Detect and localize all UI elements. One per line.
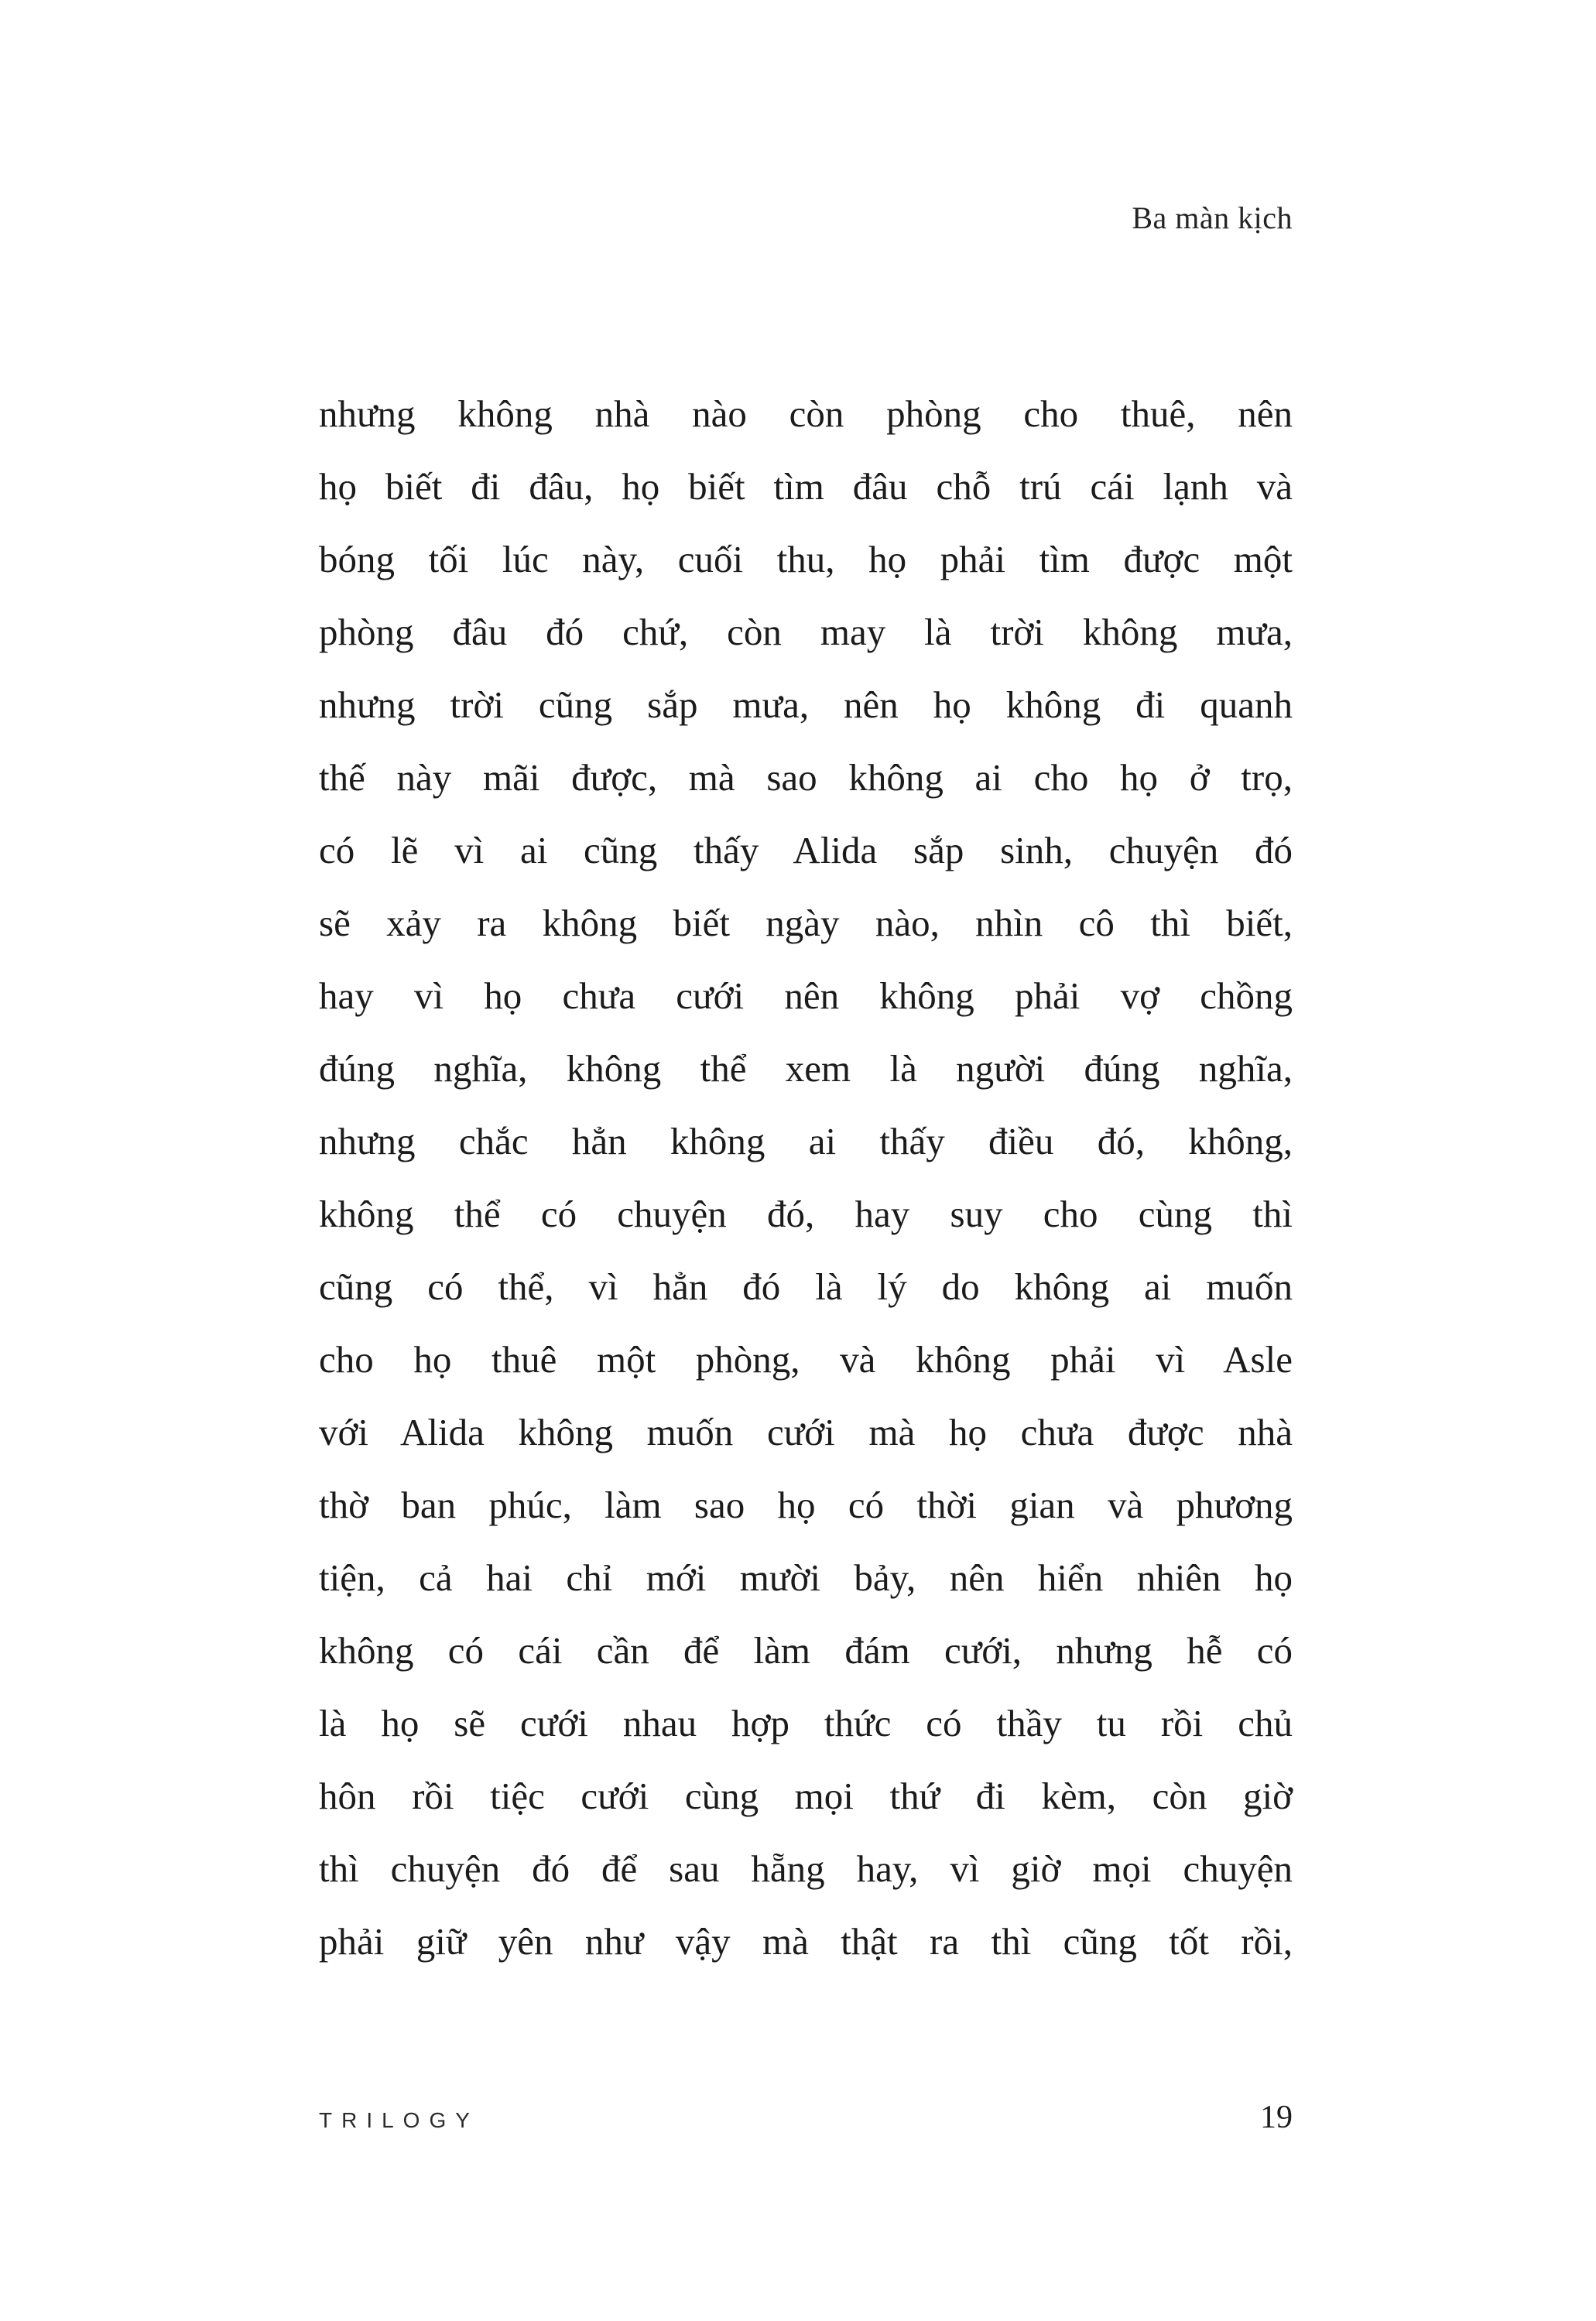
text-line: là họ sẽ cưới nhau hợp thức có thầy tu rồi chủ — [319, 1702, 1293, 1744]
running-head: Ba màn kịch — [1132, 200, 1293, 235]
book-title: TRILOGY — [319, 2108, 479, 2132]
text-line: nhưng chắc hẳn không ai thấy điều đó, không, — [319, 1120, 1293, 1162]
text-line: không có cái cần để làm đám cưới, nhưng hễ có — [319, 1629, 1293, 1672]
text-line: thì chuyện đó để sau hẵng hay, vì giờ mọi chuyện — [319, 1847, 1293, 1890]
text-line: có lẽ vì ai cũng thấy Alida sắp sinh, chuyện đó — [319, 829, 1293, 871]
text-line: nhưng trời cũng sắp mưa, nên họ không đi quanh — [319, 683, 1293, 726]
text-line: đúng nghĩa, không thể xem là người đúng nghĩa, — [319, 1047, 1293, 1090]
text-line: phải giữ yên như vậy mà thật ra thì cũng tốt rồi, — [319, 1920, 1293, 1963]
text-line: cho họ thuê một phòng, và không phải vì Asle — [319, 1338, 1293, 1381]
text-line: thờ ban phúc, làm sao họ có thời gian và phương — [319, 1484, 1293, 1526]
text-line: phòng đâu đó chứ, còn may là trời không mưa, — [319, 611, 1293, 653]
text-line: sẽ xảy ra không biết ngày nào, nhìn cô thì biết, — [319, 902, 1293, 944]
page-footer — [319, 2099, 1293, 2136]
page-number: 19 — [1260, 2100, 1293, 2135]
text-line: với Alida không muốn cưới mà họ chưa được nhà — [319, 1411, 1293, 1453]
text-line: hay vì họ chưa cưới nên không phải vợ chồng — [319, 974, 1293, 1017]
text-line: tiện, cả hai chỉ mới mười bảy, nên hiển nhiên họ — [319, 1556, 1293, 1599]
text-line: hôn rồi tiệc cưới cùng mọi thứ đi kèm, còn giờ — [319, 1775, 1293, 1817]
text-line: họ biết đi đâu, họ biết tìm đâu chỗ trú cái lạnh và — [319, 465, 1293, 508]
text-line: cũng có thể, vì hẳn đó là lý do không ai muốn — [319, 1265, 1293, 1308]
text-line: bóng tối lúc này, cuối thu, họ phải tìm được một — [319, 538, 1293, 580]
text-line: nhưng không nhà nào còn phòng cho thuê, nên — [319, 392, 1293, 435]
text-line: không thể có chuyện đó, hay suy cho cùng thì — [319, 1193, 1293, 1235]
body-text — [319, 378, 1293, 1978]
text-line: thế này mãi được, mà sao không ai cho họ ở trọ, — [319, 756, 1293, 799]
